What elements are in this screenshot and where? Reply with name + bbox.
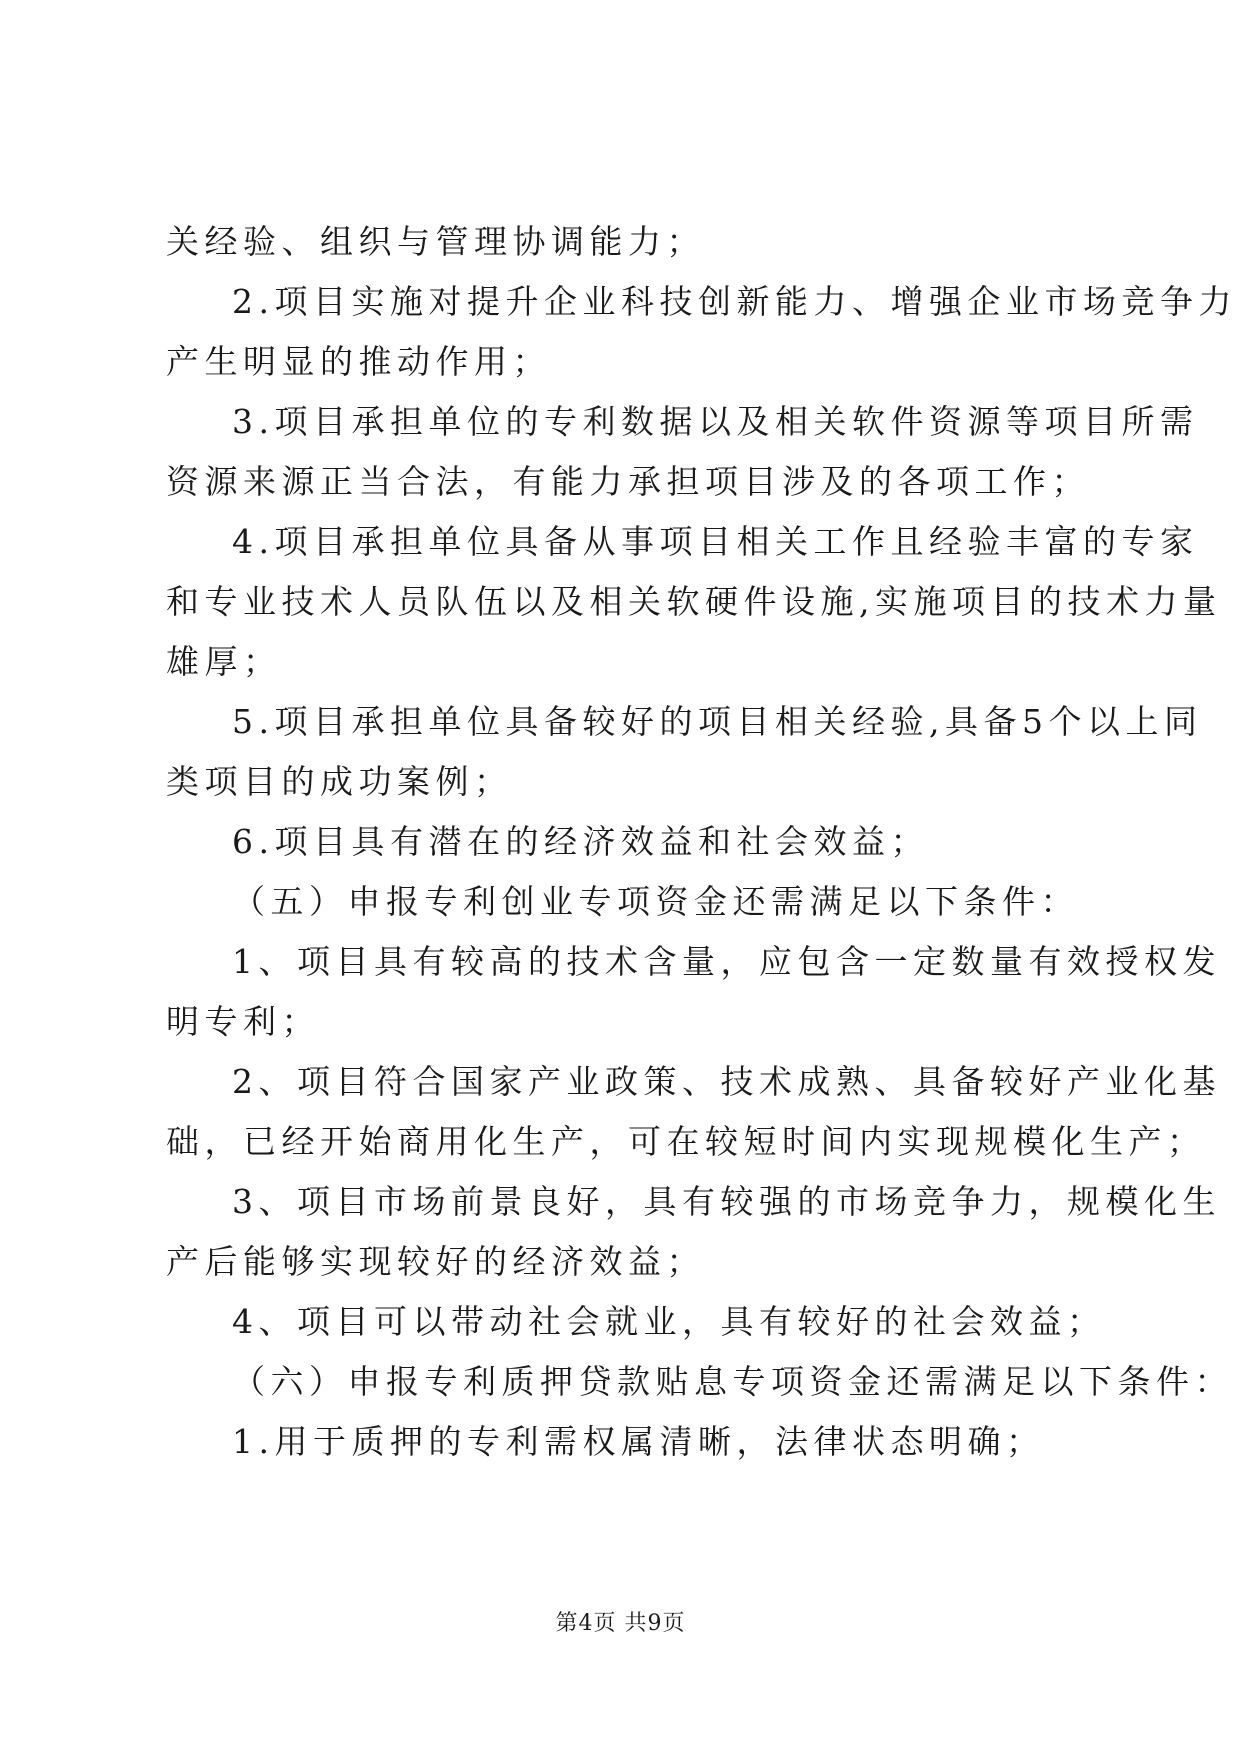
- text-line: 础，已经开始商用化生产，可在较短时间内实现规模化生产；: [166, 1122, 1206, 1161]
- text-line: 产生明显的推动作用；: [166, 342, 551, 381]
- section-heading: （五）申报专利创业专项资金还需满足以下条件：: [232, 882, 1079, 921]
- text-line: 4、项目可以带动社会就业，具有较好的社会效益；: [232, 1302, 1106, 1341]
- text-line: 类项目的成功案例；: [166, 762, 513, 801]
- text-line: 关经验、组织与管理协调能力；: [166, 222, 705, 261]
- text-line: 和专业技术人员队伍以及相关软硬件设施,实施项目的技术力量: [166, 582, 1222, 621]
- text-line: 产后能够实现较好的经济效益；: [166, 1242, 705, 1281]
- text-line: 雄厚；: [166, 642, 282, 681]
- text-line: 1.用于质押的专利需权属清晰，法律状态明确；: [232, 1422, 1045, 1461]
- text-line: 2.项目实施对提升企业科技创新能力、增强企业市场竞争力: [232, 282, 1237, 321]
- text-line: 明专利；: [166, 1002, 320, 1041]
- text-line: 资源来源正当合法，有能力承担项目涉及的各项工作；: [166, 462, 1090, 501]
- text-line: 3.项目承担单位的专利数据以及相关软件资源等项目所需: [232, 402, 1199, 441]
- text-line: 1、项目具有较高的技术含量，应包含一定数量有效授权发: [232, 942, 1221, 981]
- text-line: 6.项目具有潜在的经济效益和社会效益；: [232, 822, 929, 861]
- text-line: 2、项目符合国家产业政策、技术成熟、具备较好产业化基: [232, 1062, 1221, 1101]
- text-line: 4.项目承担单位具备从事项目相关工作且经验丰富的专家: [232, 522, 1199, 561]
- text-line: 5.项目承担单位具备较好的项目相关经验,具备5个以上同: [232, 702, 1203, 741]
- page-number-footer: 第4页 共9页: [555, 1611, 686, 1636]
- section-heading: （六）申报专利质押贷款贴息专项资金还需满足以下条件：: [232, 1362, 1233, 1401]
- text-line: 3、项目市场前景良好，具有较强的市场竞争力，规模化生: [232, 1182, 1221, 1221]
